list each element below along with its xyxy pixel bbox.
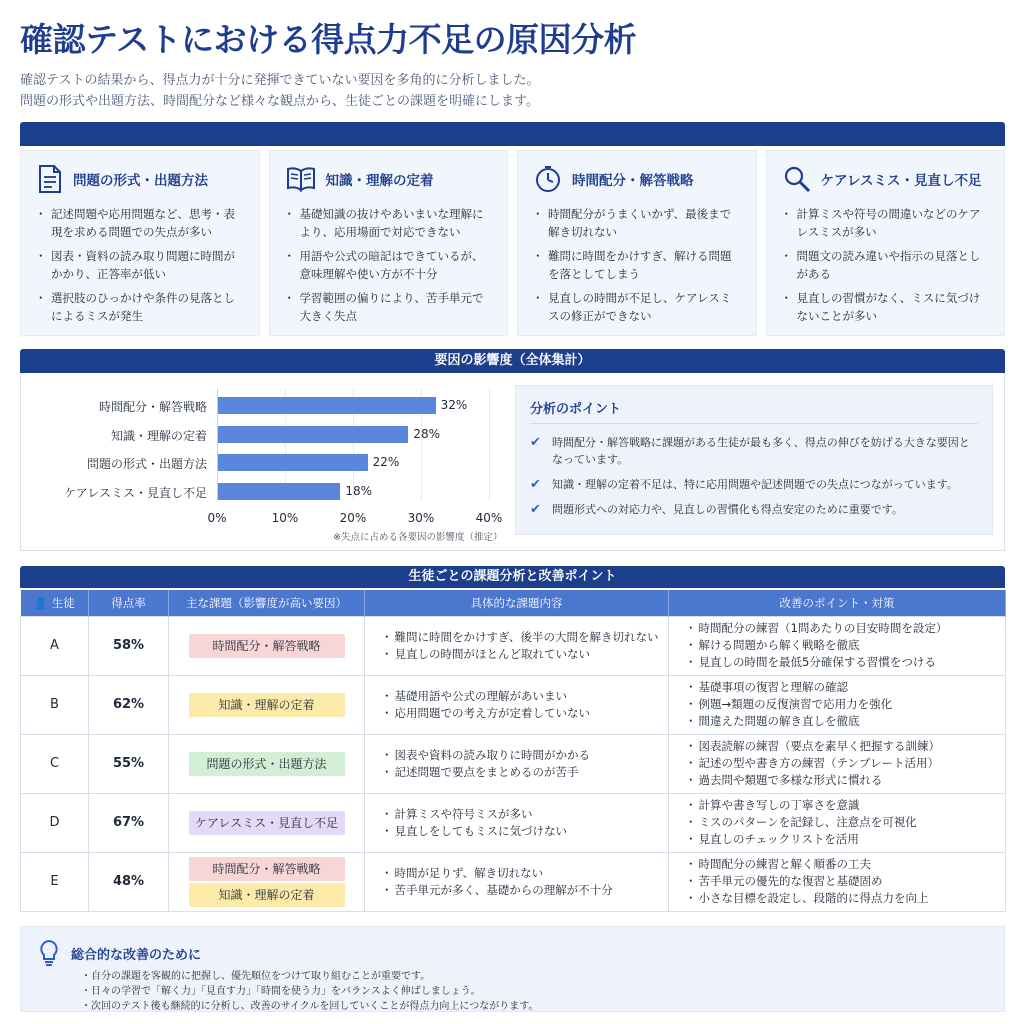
issue-detail: 記述問題で要点をまとめるのが苦手 xyxy=(394,764,579,779)
measure-item: 過去問や類題で多様な形式に慣れる xyxy=(698,773,883,787)
clock-icon xyxy=(534,165,562,193)
issue-tag: 知識・理解の定着 xyxy=(189,693,345,717)
bar xyxy=(218,483,340,500)
list-item: ・ 時間配分がうまくいかず、最後まで解き切れない xyxy=(534,205,742,241)
list-item: ・ 見直しの時間が不足し、ケアレスミスの修正ができない xyxy=(534,289,742,325)
score-rate: 55% xyxy=(89,734,169,793)
list-item: ・ 難問に時間をかけすぎ、解ける問題を落としてしまう xyxy=(534,247,742,283)
check-icon: ✔ xyxy=(530,502,541,517)
card-title: 時間配分・解答戦略 xyxy=(572,173,694,189)
summary-item: ・次回のテスト後も継続的に分析し、改善のサイクルを回していくことが得点力向上につながります。 xyxy=(81,1001,539,1012)
issue-detail: 応用問題での考え方が定着していない xyxy=(394,705,590,720)
impact-section xyxy=(20,373,1005,551)
measure-item: 時間配分の練習と解く順番の工夫 xyxy=(698,857,871,871)
list-item: ・ 選択肢のひっかけや条件の見落としによるミスが発生 xyxy=(37,289,245,325)
score-rate: 67% xyxy=(89,793,169,852)
student-id: E xyxy=(21,852,89,911)
category-label: 時間配分・解答戦略 xyxy=(98,400,207,414)
issue-tag: ケアレスミス・見直し不足 xyxy=(189,811,345,835)
measure-item: 時間配分の練習（1問あたりの目安時間を設定） xyxy=(698,621,948,635)
score-rate: 62% xyxy=(89,675,169,734)
x-tick-label: 20% xyxy=(339,511,367,525)
card-title: 知識・理解の定着 xyxy=(325,173,434,189)
summary-item: ・日々の学習で「解く力」「見直す力」「時間を使う力」をバランスよく伸ばしましょう。 xyxy=(81,986,481,997)
x-tick-label: 10% xyxy=(271,511,299,525)
magnifier-icon xyxy=(783,165,811,193)
table-row xyxy=(21,675,1006,734)
col-header: 得点率 xyxy=(89,590,169,616)
measure-cell: ・ 計算や書き写しの丁寧さを意識 ・ ミスのパターンを記録し、注意点を可視化 ・ 見直しのチェックリストを活用 xyxy=(669,793,1006,852)
col-header: 具体的な課題内容 xyxy=(365,590,669,616)
list-item: ・ 基礎知識の抜けやあいまいな理解により、応用場面で対応できない xyxy=(286,205,494,241)
measure-item: 計算や書き写しの丁寧さを意識 xyxy=(698,798,860,812)
measure-item: 記述の型や書き方の練習（テンプレート活用） xyxy=(698,756,939,770)
measure-cell: ・ 時間配分の練習と解く順番の工夫 ・ 苦手単元の優先的な復習と基礎固め ・ 小さな目標を設定し、段階的に得点力を向上 xyxy=(669,852,1006,911)
table-header-row xyxy=(21,590,1006,616)
factor-card-knowledge xyxy=(269,150,509,336)
list-item: ・ 問題文の読み違いや指示の見落としがある xyxy=(783,247,991,283)
intro-line: 問題の形式や出題方法、時間配分など様々な観点から、生徒ごとの課題を明確にします。 xyxy=(20,94,539,109)
category-label: 知識・理解の定着 xyxy=(110,428,207,443)
intro-text xyxy=(20,70,539,112)
lightbulb-icon xyxy=(37,939,61,967)
card-title: ケアレスミス・見直し不足 xyxy=(820,173,982,189)
issue-detail: 図表や資料の読み取りに時間がかかる xyxy=(394,747,590,762)
x-tick-label: 0% xyxy=(207,511,227,525)
measure-item: 間違えた問題の解き直しを徹底 xyxy=(698,714,860,728)
measure-item: 見直しの時間を最低5分確保する習慣をつける xyxy=(698,655,936,669)
student-id: A xyxy=(21,616,89,675)
summary-box xyxy=(20,926,1005,1012)
top-band xyxy=(20,122,1005,146)
points-title: 分析のポイント xyxy=(530,398,978,424)
point-item: ✔ 知識・理解の定着不足は、特に応用問題や記述問題での失点につながっています。 xyxy=(530,477,958,492)
factor-card-time xyxy=(517,150,757,336)
measure-cell: ・ 図表読解の練習（要点を素早く把握する訓練） ・ 記述の型や書き方の練習（テンプレート活用） ・ 過去問や類題で多様な形式に慣れる xyxy=(669,734,1006,793)
bar-value-label: 18% xyxy=(345,483,373,498)
point-item: ✔ 時間配分・解答戦略に課題がある生徒が最も多く、得点の伸びを妨げる大きな要因となっています。 xyxy=(530,435,970,466)
issue-detail: 見直しをしてもミスに気づけない xyxy=(394,823,567,838)
factor-cards xyxy=(20,150,1005,336)
gridline xyxy=(489,389,490,501)
main-issue-cell xyxy=(169,793,365,852)
list-item: ・ 用語や公式の暗記はできているが、意味理解や使い方が不十分 xyxy=(286,247,494,283)
score-rate: 48% xyxy=(89,852,169,911)
measure-item: 基礎事項の復習と理解の確認 xyxy=(698,680,848,694)
intro-line: 確認テストの結果から、得点力が十分に発揮できていない要因を多角的に分析しました。 xyxy=(20,73,540,88)
chart-note: ※失点に占める各要因の影響度（推定） xyxy=(333,532,503,543)
issue-tag: 時間配分・解答戦略 xyxy=(189,634,345,658)
x-tick-label: 40% xyxy=(475,511,503,525)
list-item: ・ 学習範囲の偏りにより、苦手単元で大きく失点 xyxy=(286,289,494,325)
measure-item: 例題→類題の反復演習で応用力を強化 xyxy=(698,697,893,711)
list-item: ・ 計算ミスや符号の間違いなどのケアレスミスが多い xyxy=(783,205,991,241)
factor-card-careless xyxy=(766,150,1006,336)
table-row xyxy=(21,852,1006,911)
issue-detail: 見直しの時間がほとんど取れていない xyxy=(394,646,590,661)
list-item: ・ 図表・資料の読み取り問題に時間がかかり、正答率が低い xyxy=(37,247,245,283)
measure-item: 苦手単元の優先的な復習と基礎固め xyxy=(698,874,883,888)
student-id: C xyxy=(21,734,89,793)
point-item: ✔ 問題形式への対応力や、見直しの習慣化も得点安定のために重要です。 xyxy=(530,502,903,517)
student-icon: 👤 xyxy=(33,595,49,610)
measure-item: 解ける問題から解く戦略を徹底 xyxy=(698,638,860,652)
bar xyxy=(218,426,408,443)
col-header: 👤 生徒 xyxy=(21,590,89,616)
issue-detail: 基礎用語や公式の理解があいまい xyxy=(394,688,567,703)
main-issue-cell xyxy=(169,734,365,793)
col-header: 主な課題（影響度が高い要因） xyxy=(169,590,365,616)
table-row xyxy=(21,616,1006,675)
students-table xyxy=(20,590,1006,912)
score-rate: 58% xyxy=(89,616,169,675)
table-row xyxy=(21,734,1006,793)
category-label: 問題の形式・出題方法 xyxy=(86,457,207,471)
issue-tag: 問題の形式・出題方法 xyxy=(189,752,345,776)
impact-bar-chart xyxy=(21,373,503,551)
summary-title: 総合的な改善のために xyxy=(71,947,202,963)
issue-detail-cell: ・ 図表や資料の読み取りに時間がかかる ・ 記述問題で要点をまとめるのが苦手 xyxy=(365,734,669,793)
factor-card-format xyxy=(20,150,260,336)
main-issue-cell xyxy=(169,852,365,911)
category-label: ケアレスミス・見直し不足 xyxy=(63,485,207,500)
measure-cell: ・ 基礎事項の復習と理解の確認 ・ 例題→類題の反復演習で応用力を強化 ・ 間違えた問題の解き直しを徹底 xyxy=(669,675,1006,734)
issue-detail: 苦手単元が多く、基礎からの理解が不十分 xyxy=(394,882,613,897)
check-icon: ✔ xyxy=(530,435,541,450)
measure-cell: ・ 時間配分の練習（1問あたりの目安時間を設定） ・ 解ける問題から解く戦略を徹底 ・ 見直しの時間を最低5分確保する習慣をつける xyxy=(669,616,1006,675)
issue-detail: 時間が足りず、解き切れない xyxy=(394,865,544,880)
issue-tag: 知識・理解の定着 xyxy=(189,883,345,907)
student-id: B xyxy=(21,675,89,734)
check-icon: ✔ xyxy=(530,477,541,492)
issue-detail-cell: ・ 基礎用語や公式の理解があいまい ・ 応用問題での考え方が定着していない xyxy=(365,675,669,734)
page-title: 確認テストにおける得点力不足の原因分析 xyxy=(20,20,637,59)
analysis-points xyxy=(515,385,993,535)
student-id: D xyxy=(21,793,89,852)
bar-value-label: 22% xyxy=(372,455,400,469)
book-icon xyxy=(286,166,316,192)
document-icon xyxy=(37,164,63,194)
measure-item: ミスのパターンを記録し、注意点を可視化 xyxy=(698,815,917,829)
list-item: ・ 記述問題や応用問題など、思考・表現を求める問題での失点が多い xyxy=(37,205,245,241)
issue-tag: 時間配分・解答戦略 xyxy=(189,857,345,881)
issue-detail: 計算ミスや符号ミスが多い xyxy=(394,806,533,821)
col-header: 改善のポイント・対策 xyxy=(669,590,1006,616)
bar-value-label: 32% xyxy=(440,398,468,412)
students-band: 生徒ごとの課題分析と改善ポイント xyxy=(20,566,1005,588)
measure-item: 小さな目標を設定し、段階的に得点力を向上 xyxy=(698,891,929,905)
table-row xyxy=(21,793,1006,852)
issue-detail-cell: ・ 時間が足りず、解き切れない ・ 苦手単元が多く、基礎からの理解が不十分 xyxy=(365,852,669,911)
issue-detail-cell: ・ 計算ミスや符号ミスが多い ・ 見直しをしてもミスに気づけない xyxy=(365,793,669,852)
issue-detail-cell: ・ 難問に時間をかけすぎ、後半の大問を解き切れない ・ 見直しの時間がほとんど取れていない xyxy=(365,616,669,675)
issue-detail: 難問に時間をかけすぎ、後半の大問を解き切れない xyxy=(394,629,659,644)
bar xyxy=(218,454,368,471)
card-title: 問題の形式・出題方法 xyxy=(73,173,208,189)
bar-value-label: 28% xyxy=(413,426,441,441)
measure-item: 見直しのチェックリストを活用 xyxy=(698,832,859,846)
measure-item: 図表読解の練習（要点を素早く把握する訓練） xyxy=(698,739,940,753)
x-tick-label: 30% xyxy=(407,511,435,525)
main-issue-cell xyxy=(169,616,365,675)
impact-band: 要因の影響度（全体集計） xyxy=(20,349,1005,373)
summary-item: ・自分の課題を客観的に把握し、優先順位をつけて取り組むことが重要です。 xyxy=(81,971,431,982)
main-issue-cell xyxy=(169,675,365,734)
list-item: ・ 見直しの習慣がなく、ミスに気づけないことが多い xyxy=(783,289,991,325)
bar xyxy=(218,397,436,414)
